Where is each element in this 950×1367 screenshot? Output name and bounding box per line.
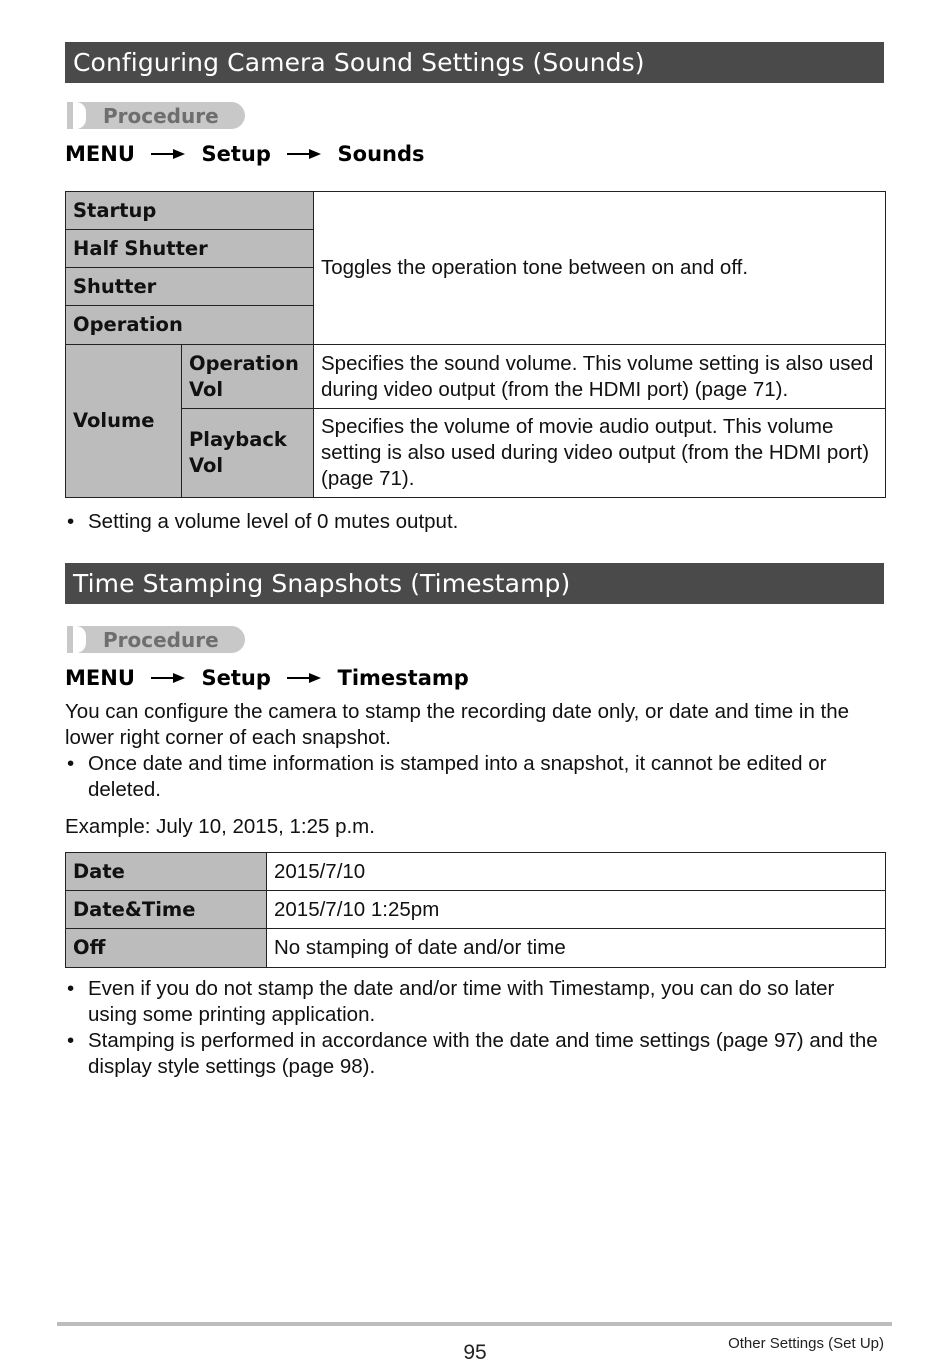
table-row (66, 929, 886, 968)
intro-paragraph: You can configure the camera to stamp the recording date only, or date and time in the lower right corner of each snapshot. (65, 700, 850, 749)
bullet-icon: • (67, 510, 75, 533)
procedure-label: Procedure (103, 628, 219, 652)
table-row (66, 853, 886, 891)
section-title-sounds: Configuring Camera Sound Settings (Sounds) (65, 42, 884, 83)
procedure-badge (67, 626, 245, 653)
setting-description-operation-vol: Specifies the sound volume. This volume setting is also used during video output (from the HDMI port) (page 71). (314, 345, 886, 409)
note-item: • Setting a volume level of 0 mutes output. (67, 510, 459, 533)
footer-section-label: Other Settings (Set Up) (728, 1335, 884, 1352)
menu-path-timestamp (65, 663, 469, 691)
note-item: • Once date and time information is stamped into a snapshot, it cannot be edited or deleted. (67, 752, 827, 801)
option-value-date: 2015/7/10 (267, 853, 886, 891)
option-value-date-time: 2015/7/10 1:25pm (267, 891, 886, 929)
table-row (66, 192, 886, 230)
menu-path-step: Setup (201, 142, 271, 166)
arrow-right-icon (287, 147, 321, 161)
setting-label-operation: Operation (66, 306, 314, 345)
arrow-right-icon (151, 147, 185, 161)
procedure-badge (67, 102, 245, 129)
setting-label-startup: Startup (66, 192, 314, 230)
menu-path-step: MENU (65, 666, 135, 690)
menu-path-step: Setup (201, 666, 271, 690)
setting-label-playback-vol: Playback Vol (182, 409, 314, 498)
example-text: Example: July 10, 2015, 1:25 p.m. (65, 815, 375, 838)
setting-description-playback-vol: Specifies the volume of movie audio output. This volume setting is also used during video output (from the HDMI port) (page 71). (314, 409, 886, 498)
setting-label-shutter: Shutter (66, 268, 314, 306)
option-value-off: No stamping of date and/or time (267, 929, 886, 968)
option-label-date: Date (66, 853, 267, 891)
setting-label-operation-vol: Operation Vol (182, 345, 314, 409)
procedure-label: Procedure (103, 104, 219, 128)
footer-divider (57, 1322, 892, 1326)
bullet-icon: • (67, 1029, 75, 1052)
table-row (66, 409, 886, 498)
timestamp-options-table (65, 852, 886, 968)
bullet-icon: • (67, 977, 75, 1000)
setting-label-half-shutter: Half Shutter (66, 230, 314, 268)
menu-path-step: Sounds (337, 142, 425, 166)
sounds-settings-table (65, 191, 886, 498)
note-item: • Stamping is performed in accordance with the date and time settings (page 97) and the display style settings (page 98). (67, 1029, 878, 1078)
setting-label-volume: Volume (66, 345, 182, 498)
note-item: • Even if you do not stamp the date and/or time with Timestamp, you can do so later using some printing application. (67, 977, 835, 1026)
option-label-date-time: Date&Time (66, 891, 267, 929)
bullet-icon: • (67, 752, 75, 775)
arrow-right-icon (151, 671, 185, 685)
table-row (66, 345, 886, 409)
table-row (66, 891, 886, 929)
option-label-off: Off (66, 929, 267, 968)
menu-path-sounds (65, 139, 425, 167)
menu-path-step: Timestamp (337, 666, 469, 690)
arrow-right-icon (287, 671, 321, 685)
page-number: 95 (463, 1341, 487, 1364)
section-title-timestamp: Time Stamping Snapshots (Timestamp) (65, 563, 884, 604)
menu-path-step: MENU (65, 142, 135, 166)
setting-description-tone: Toggles the operation tone between on and off. (314, 192, 886, 345)
